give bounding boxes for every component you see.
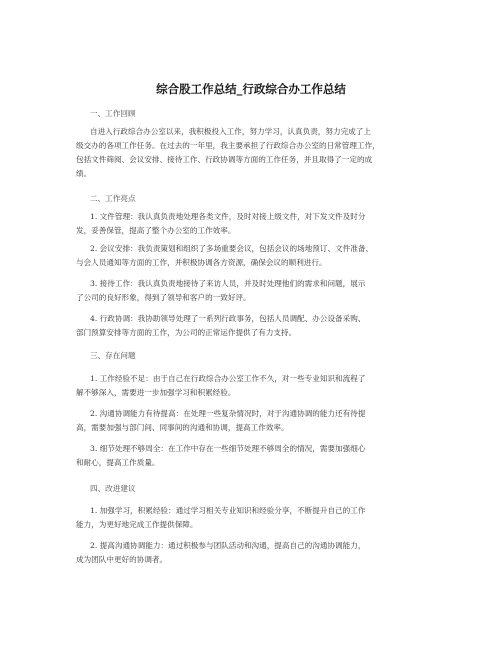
paragraph-line: 部门预算安排等方面的工作，为公司的正常运作提供了有力支持。 (76, 328, 297, 337)
section-heading: 四、改进建议 (90, 484, 136, 493)
paragraph-line: 与会人员通知等方面的工作，并积极协调各方资源，确保会议的顺利进行。 (76, 258, 327, 267)
paragraph-line: 高，需要加强与部门间、同事间的沟通和协调，提高工作效率。 (76, 423, 289, 432)
paragraph-line: 1. 文件管理：我认真负责地处理各类文件，及时对接上级文件，对下发文件及时分 (90, 212, 366, 221)
paragraph-line: 2. 会议安排：我负责策划和组织了多场重要会议，包括会议的场地预订、文件准备、 (90, 244, 374, 253)
section-heading: 三、存在问题 (90, 351, 136, 360)
paragraph-line: 自进入行政综合办公室以来，我积极投入工作，努力学习，认真负责，努力完成了上 (90, 127, 371, 136)
paragraph-line: 3. 接待工作：我认真负责地接待了来访人员，并及时处理他们的需求和问题，展示 (90, 279, 366, 288)
paragraph-line: 解不够深入，需要进一步加强学习和积累经验。 (76, 388, 236, 397)
paragraph-line: 包括文件筛阅、会议安排、接待工作、行政协调等方面的工作任务，并且取得了一定的成 (76, 155, 373, 164)
paragraph-line: 1. 加强学习，积累经验：通过学习相关专业知识和经验分享，不断提升自己的工作 (90, 506, 366, 515)
paragraph-line: 和耐心，提高工作质量。 (76, 458, 160, 467)
paragraph-line: 2. 沟通协调能力有待提高：在处理一些复杂情况时，对于沟通协调的能力还有待提 (90, 409, 366, 418)
document-title: 综合股工作总结_行政综合办工作总结 (156, 82, 346, 96)
paragraph-line: 4. 行政协调：我协助领导处理了一系列行政事务，包括人员调配、办公设备采购、 (90, 314, 366, 323)
paragraph-line: 能力，为更好地完成工作提供保障。 (76, 520, 198, 529)
paragraph-line: 发，妥善保管，提高了整个办公室的工作效率。 (76, 226, 236, 235)
paragraph-line: 成为团队中更好的协调者。 (76, 555, 168, 564)
paragraph-line: 级交办的各项工作任务。在过去的一年里，我主要承担了行政综合办公室的日常管理工作， (76, 141, 380, 150)
paragraph-line: 3. 细节处理不够周全：在工作中存在一些细节处理不够周全的情况，需要加强细心 (90, 444, 366, 453)
paragraph-line: 了公司的良好形象，得到了领导和客户的一致好评。 (76, 293, 251, 302)
section-heading: 二、工作亮点 (90, 194, 136, 203)
paragraph-line: 1. 工作经验不足：由于自己在行政综合办公室工作不久，对一些专业知识和流程了 (90, 374, 366, 383)
section-heading: 一、工作回顾 (90, 109, 136, 118)
paragraph-line: 2. 提高沟通协调能力：通过积极参与团队活动和沟通，提高自己的沟通协调能力， (90, 541, 366, 550)
paragraph-line: 绩。 (76, 169, 92, 178)
